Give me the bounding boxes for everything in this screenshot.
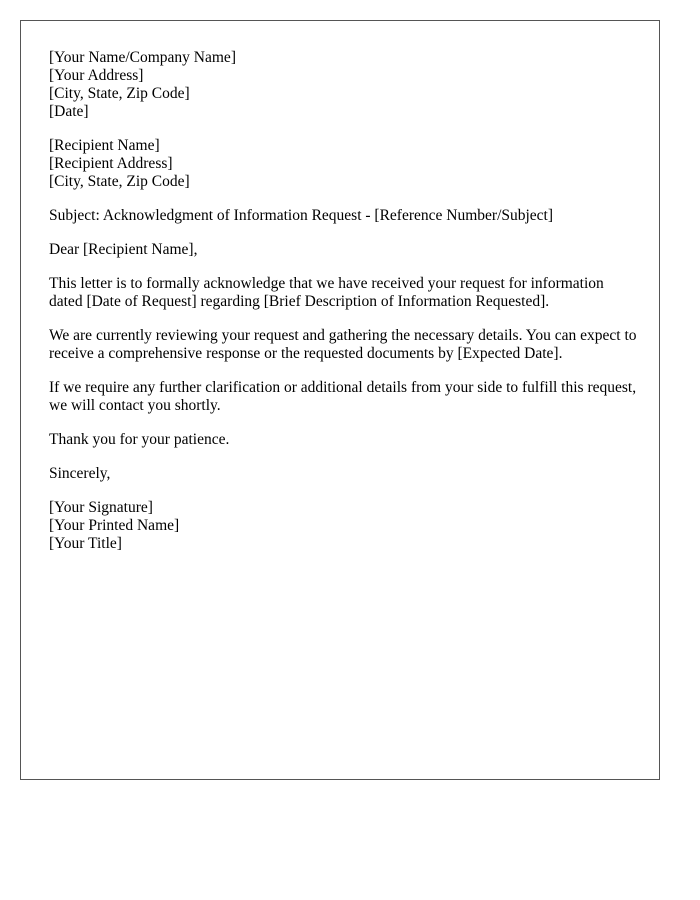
sender-block xyxy=(49,49,639,121)
printed-name: [Your Printed Name] xyxy=(49,517,180,534)
sender-address: [Your Address] xyxy=(49,67,144,84)
sender-city-state-zip: [City, State, Zip Code] xyxy=(49,85,190,102)
recipient-city-state-zip: [City, State, Zip Code] xyxy=(49,173,190,190)
signer-title: [Your Title] xyxy=(49,535,122,552)
paragraph-review: We are currently reviewing your request and gathering the necessary details. You can expect to receive a comprehensive response or the requested documents by [Expected Date]. xyxy=(49,327,637,362)
recipient-name: [Recipient Name] xyxy=(49,137,160,154)
closing: Sincerely, xyxy=(49,465,111,482)
salutation: Dear [Recipient Name], xyxy=(49,241,198,258)
letter-body xyxy=(49,49,639,569)
letter-date: [Date] xyxy=(49,103,89,120)
letter-page xyxy=(20,20,660,780)
paragraph-clarification: If we require any further clarification or additional details from your side to fulfill this request, we will contact you shortly. xyxy=(49,379,637,414)
recipient-address: [Recipient Address] xyxy=(49,155,173,172)
signature: [Your Signature] xyxy=(49,499,153,516)
signature-block xyxy=(49,499,639,553)
recipient-block xyxy=(49,137,639,191)
sender-name: [Your Name/Company Name] xyxy=(49,49,236,66)
subject-line: Subject: Acknowledgment of Information Request - [Reference Number/Subject] xyxy=(49,207,554,224)
paragraph-thanks: Thank you for your patience. xyxy=(49,431,230,448)
paragraph-acknowledgment: This letter is to formally acknowledge that we have received your request for information dated [Date of Request] regarding [Brief Description of Information Requested]. xyxy=(49,275,604,310)
